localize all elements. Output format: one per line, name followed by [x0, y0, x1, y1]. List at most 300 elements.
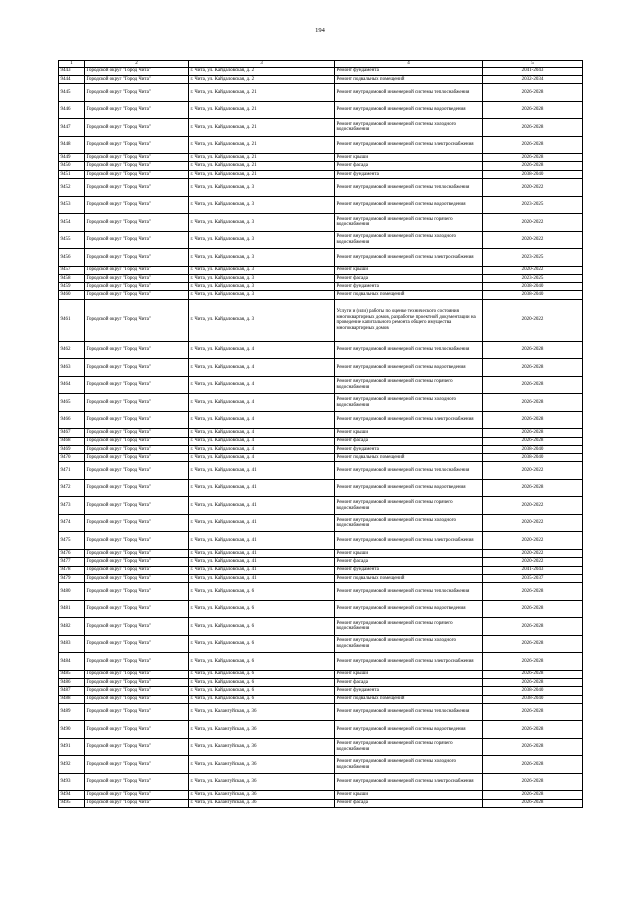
municipality-cell: Городской округ "Город Чита"	[85, 437, 189, 445]
address-cell: г. Чита, ул. Кайдаловская, д. 4	[189, 359, 335, 377]
period-cell: 2041-2043	[483, 566, 583, 574]
period-cell: 2026-2028	[483, 376, 583, 394]
row-number-cell: 9447	[59, 119, 85, 137]
period-cell: 2026-2028	[483, 721, 583, 739]
address-cell: г. Чита, ул. Кайдаловская, д. 6	[189, 583, 335, 601]
municipality-cell: Городской округ "Город Чита"	[85, 738, 189, 756]
row-number-cell: 9473	[59, 497, 85, 515]
municipality-cell: Городской округ "Город Чита"	[85, 162, 189, 170]
row-number-cell: 9489	[59, 703, 85, 721]
period-cell: 2023-2025	[483, 196, 583, 214]
period-cell: 2020-2022	[483, 179, 583, 197]
municipality-cell: Городской округ "Город Чита"	[85, 670, 189, 678]
work-type-cell: Ремонт внутридомовой инженерной системы электроснабжения	[335, 411, 483, 429]
table-row	[59, 179, 583, 197]
work-type-cell: Ремонт внутридомовой инженерной системы электроснабжения	[335, 249, 483, 267]
work-type-cell: Ремонт внутридомовой инженерной системы электроснабжения	[335, 136, 483, 154]
table-row	[59, 497, 583, 515]
period-cell: 2026-2028	[483, 738, 583, 756]
municipality-cell: Городской округ "Город Чита"	[85, 558, 189, 566]
table-row	[59, 359, 583, 377]
row-number-cell: 9494	[59, 791, 85, 799]
municipality-cell: Городской округ "Город Чита"	[85, 635, 189, 653]
work-type-cell: Ремонт внутридомовой инженерной системы электроснабжения	[335, 773, 483, 791]
address-cell: г. Чита, ул. Кайдаловская, д. 6	[189, 687, 335, 695]
work-type-cell: Ремонт фундамента	[335, 67, 483, 75]
table-row	[59, 75, 583, 83]
table-row	[59, 394, 583, 412]
table-row	[59, 101, 583, 119]
row-number-cell: 9466	[59, 411, 85, 429]
row-number-cell: 9490	[59, 721, 85, 739]
address-cell: г. Чита, ул. Калангуйская, д. 36	[189, 791, 335, 799]
municipality-cell: Городской округ "Город Чита"	[85, 618, 189, 636]
table-row	[59, 445, 583, 453]
table-row	[59, 721, 583, 739]
municipality-cell: Городской округ "Город Чита"	[85, 341, 189, 359]
period-cell: 2026-2028	[483, 429, 583, 437]
table-row	[59, 291, 583, 299]
row-number-cell: 9483	[59, 635, 85, 653]
column-header: 5	[483, 61, 583, 68]
address-cell: г. Чита, ул. Кайдаловская, д. 6	[189, 670, 335, 678]
column-header: 3	[189, 61, 335, 68]
period-cell: 2020-2022	[483, 514, 583, 532]
row-number-cell: 9482	[59, 618, 85, 636]
period-cell: 2038-2040	[483, 283, 583, 291]
address-cell: г. Чита, ул. Кайдаловская, д. 41	[189, 497, 335, 515]
municipality-cell: Городской округ "Город Чита"	[85, 196, 189, 214]
municipality-cell: Городской округ "Город Чита"	[85, 566, 189, 574]
period-cell: 2026-2028	[483, 799, 583, 807]
work-type-cell: Ремонт внутридомовой инженерной системы холодного водоснабжения	[335, 756, 483, 774]
row-number-cell: 9462	[59, 341, 85, 359]
row-number-cell: 9449	[59, 154, 85, 162]
row-number-cell: 9457	[59, 266, 85, 274]
work-type-cell: Ремонт внутридомовой инженерной системы водоотведения	[335, 600, 483, 618]
address-cell: г. Чита, ул. Кайдаловская, д. 3	[189, 231, 335, 249]
work-type-cell: Ремонт внутридомовой инженерной системы холодного водоснабжения	[335, 394, 483, 412]
table-row	[59, 274, 583, 282]
period-cell: 2026-2028	[483, 618, 583, 636]
address-cell: г. Чита, ул. Кайдаловская, д. 3	[189, 299, 335, 341]
row-number-cell: 9486	[59, 678, 85, 686]
period-cell: 2038-2040	[483, 695, 583, 703]
work-type-cell: Ремонт внутридомовой инженерной системы теплоснабжения	[335, 583, 483, 601]
row-number-cell: 9464	[59, 376, 85, 394]
table-row	[59, 558, 583, 566]
address-cell: г. Чита, ул. Кайдаловская, д. 4	[189, 411, 335, 429]
table-row	[59, 799, 583, 807]
address-cell: г. Чита, ул. Кайдаловская, д. 21	[189, 119, 335, 137]
table-row	[59, 678, 583, 686]
column-header: 4	[335, 61, 483, 68]
address-cell: г. Чита, ул. Кайдаловская, д. 3	[189, 266, 335, 274]
period-cell: 2026-2028	[483, 154, 583, 162]
row-number-cell: 9460	[59, 291, 85, 299]
address-cell: г. Чита, ул. Кайдаловская, д. 4	[189, 445, 335, 453]
table-row	[59, 84, 583, 102]
row-number-cell: 9475	[59, 532, 85, 550]
period-cell: 2026-2028	[483, 773, 583, 791]
municipality-cell: Городской округ "Город Чита"	[85, 154, 189, 162]
table-row	[59, 214, 583, 232]
work-type-cell: Ремонт внутридомовой инженерной системы горячего водоснабжения	[335, 497, 483, 515]
table-row	[59, 136, 583, 154]
row-number-cell: 9492	[59, 756, 85, 774]
row-number-cell: 9493	[59, 773, 85, 791]
period-cell: 2041-2043	[483, 67, 583, 75]
work-type-cell: Ремонт фундамента	[335, 566, 483, 574]
municipality-cell: Городской округ "Город Чита"	[85, 249, 189, 267]
table-row	[59, 687, 583, 695]
address-cell: г. Чита, ул. Кайдаловская, д. 3	[189, 196, 335, 214]
work-type-cell: Ремонт внутридомовой инженерной системы водоотведения	[335, 101, 483, 119]
row-number-cell: 9465	[59, 394, 85, 412]
work-type-cell: Ремонт фасада	[335, 274, 483, 282]
table-row	[59, 574, 583, 582]
municipality-cell: Городской округ "Город Чита"	[85, 687, 189, 695]
address-cell: г. Чита, ул. Кайдаловская, д. 3	[189, 214, 335, 232]
table-row	[59, 462, 583, 480]
work-type-cell: Ремонт крыши	[335, 670, 483, 678]
work-type-cell: Ремонт внутридомовой инженерной системы электроснабжения	[335, 532, 483, 550]
address-cell: г. Чита, ул. Кайдаловская, д. 6	[189, 618, 335, 636]
address-cell: г. Чита, ул. Кайдаловская, д. 41	[189, 514, 335, 532]
period-cell: 2032-2034	[483, 75, 583, 83]
work-type-cell: Ремонт внутридомовой инженерной системы водоотведения	[335, 359, 483, 377]
work-type-cell: Ремонт внутридомовой инженерной системы электроснабжения	[335, 653, 483, 671]
address-cell: г. Чита, ул. Кайдаловская, д. 3	[189, 179, 335, 197]
address-cell: г. Чита, ул. Кайдаловская, д. 4	[189, 394, 335, 412]
municipality-cell: Городской округ "Город Чита"	[85, 299, 189, 341]
address-cell: г. Чита, ул. Кайдаловская, д. 41	[189, 479, 335, 497]
period-cell: 2026-2028	[483, 756, 583, 774]
header-row	[59, 61, 583, 68]
period-cell: 2026-2028	[483, 583, 583, 601]
row-number-cell: 9491	[59, 738, 85, 756]
row-number-cell: 9485	[59, 670, 85, 678]
municipality-cell: Городской округ "Город Чита"	[85, 179, 189, 197]
work-type-cell: Ремонт внутридомовой инженерной системы водоотведения	[335, 196, 483, 214]
address-cell: г. Чита, ул. Калангуйская, д. 36	[189, 721, 335, 739]
work-type-cell: Ремонт фундамента	[335, 445, 483, 453]
period-cell: 2026-2028	[483, 341, 583, 359]
work-type-cell: Ремонт крыши	[335, 266, 483, 274]
row-number-cell: 9459	[59, 283, 85, 291]
address-cell: г. Чита, ул. Кайдаловская, д. 21	[189, 154, 335, 162]
address-cell: г. Чита, ул. Кайдаловская, д. 3	[189, 283, 335, 291]
row-number-cell: 9446	[59, 101, 85, 119]
municipality-cell: Городской округ "Город Чита"	[85, 67, 189, 75]
work-type-cell: Ремонт крыши	[335, 154, 483, 162]
period-cell: 2035-2037	[483, 574, 583, 582]
period-cell: 2023-2025	[483, 249, 583, 267]
address-cell: г. Чита, ул. Кайдаловская, д. 6	[189, 695, 335, 703]
row-number-cell: 9448	[59, 136, 85, 154]
period-cell: 2026-2028	[483, 703, 583, 721]
column-header: 2	[85, 61, 189, 68]
table-row	[59, 437, 583, 445]
table-row	[59, 231, 583, 249]
row-number-cell: 9487	[59, 687, 85, 695]
address-cell: г. Чита, ул. Кайдаловская, д. 41	[189, 549, 335, 557]
period-cell: 2026-2028	[483, 394, 583, 412]
municipality-cell: Городской округ "Город Чита"	[85, 756, 189, 774]
period-cell: 2020-2022	[483, 462, 583, 480]
table-row	[59, 454, 583, 462]
work-type-cell: Ремонт фасада	[335, 437, 483, 445]
period-cell: 2020-2022	[483, 231, 583, 249]
municipality-cell: Городской округ "Город Чита"	[85, 291, 189, 299]
municipality-cell: Городской округ "Город Чита"	[85, 214, 189, 232]
period-cell: 2020-2022	[483, 266, 583, 274]
work-type-cell: Ремонт подвальных помещений	[335, 574, 483, 582]
work-type-cell: Ремонт подвальных помещений	[335, 454, 483, 462]
row-number-cell: 9456	[59, 249, 85, 267]
period-cell: 2026-2028	[483, 670, 583, 678]
page-number: 194	[315, 27, 325, 34]
row-number-cell: 9469	[59, 445, 85, 453]
table-row	[59, 653, 583, 671]
work-type-cell: Ремонт внутридомовой инженерной системы горячего водоснабжения	[335, 618, 483, 636]
table-row	[59, 773, 583, 791]
address-cell: г. Чита, ул. Кайдаловская, д. 3	[189, 291, 335, 299]
address-cell: г. Чита, ул. Кайдаловская, д. 6	[189, 653, 335, 671]
table-body	[59, 61, 583, 808]
table-row	[59, 196, 583, 214]
table-row	[59, 566, 583, 574]
period-cell: 2026-2028	[483, 162, 583, 170]
row-number-cell: 9472	[59, 479, 85, 497]
row-number-cell: 9452	[59, 179, 85, 197]
municipality-cell: Городской округ "Город Чита"	[85, 773, 189, 791]
period-cell: 2020-2022	[483, 532, 583, 550]
address-cell: г. Чита, ул. Кайдаловская, д. 21	[189, 101, 335, 119]
period-cell: 2026-2028	[483, 600, 583, 618]
work-type-cell: Ремонт внутридомовой инженерной системы водоотведения	[335, 721, 483, 739]
table-row	[59, 299, 583, 341]
work-type-cell: Ремонт фасада	[335, 799, 483, 807]
row-number-cell: 9445	[59, 84, 85, 102]
table-row	[59, 154, 583, 162]
address-cell: г. Чита, ул. Кайдаловская, д. 4	[189, 437, 335, 445]
row-number-cell: 9450	[59, 162, 85, 170]
row-number-cell: 9451	[59, 170, 85, 178]
municipality-cell: Городской округ "Город Чита"	[85, 84, 189, 102]
table-row	[59, 600, 583, 618]
row-number-cell: 9463	[59, 359, 85, 377]
period-cell: 2026-2028	[483, 359, 583, 377]
row-number-cell: 9474	[59, 514, 85, 532]
address-cell: г. Чита, ул. Кайдаловская, д. 4	[189, 429, 335, 437]
address-cell: г. Чита, ул. Кайдаловская, д. 4	[189, 341, 335, 359]
period-cell: 2026-2028	[483, 84, 583, 102]
work-type-cell: Ремонт фасада	[335, 162, 483, 170]
work-type-cell: Ремонт внутридомовой инженерной системы холодного водоснабжения	[335, 635, 483, 653]
work-type-cell: Ремонт крыши	[335, 791, 483, 799]
work-type-cell: Ремонт крыши	[335, 549, 483, 557]
table-row	[59, 549, 583, 557]
work-type-cell: Ремонт фундамента	[335, 687, 483, 695]
row-number-cell: 9488	[59, 695, 85, 703]
table-row	[59, 67, 583, 75]
municipality-cell: Городской округ "Город Чита"	[85, 394, 189, 412]
table-row	[59, 635, 583, 653]
table-row	[59, 479, 583, 497]
address-cell: г. Чита, ул. Кайдаловская, д. 21	[189, 84, 335, 102]
period-cell: 2026-2028	[483, 791, 583, 799]
table-row	[59, 695, 583, 703]
period-cell: 2020-2022	[483, 214, 583, 232]
period-cell: 2026-2028	[483, 437, 583, 445]
row-number-cell: 9444	[59, 75, 85, 83]
table-row	[59, 429, 583, 437]
address-cell: г. Чита, ул. Кайдаловская, д. 4	[189, 454, 335, 462]
table-row	[59, 283, 583, 291]
period-cell: 2026-2028	[483, 653, 583, 671]
period-cell: 2038-2040	[483, 454, 583, 462]
table-row	[59, 791, 583, 799]
address-cell: г. Чита, ул. Кайдаловская, д. 4	[189, 376, 335, 394]
period-cell: 2020-2022	[483, 549, 583, 557]
work-type-cell: Ремонт внутридомовой инженерной системы горячего водоснабжения	[335, 738, 483, 756]
address-cell: г. Чита, ул. Кайдаловская, д. 41	[189, 558, 335, 566]
work-type-cell: Ремонт фасада	[335, 558, 483, 566]
table-row	[59, 583, 583, 601]
municipality-cell: Городской округ "Город Чита"	[85, 479, 189, 497]
row-number-cell: 9479	[59, 574, 85, 582]
municipality-cell: Городской округ "Город Чита"	[85, 429, 189, 437]
row-number-cell: 9477	[59, 558, 85, 566]
work-type-cell: Ремонт крыши	[335, 429, 483, 437]
municipality-cell: Городской округ "Город Чита"	[85, 376, 189, 394]
period-cell: 2026-2028	[483, 136, 583, 154]
period-cell: 2020-2022	[483, 558, 583, 566]
municipality-cell: Городской округ "Город Чита"	[85, 75, 189, 83]
row-number-cell: 9467	[59, 429, 85, 437]
work-type-cell: Ремонт внутридомовой инженерной системы теплоснабжения	[335, 179, 483, 197]
table-row	[59, 738, 583, 756]
table-row	[59, 532, 583, 550]
row-number-cell: 9471	[59, 462, 85, 480]
period-cell: 2026-2028	[483, 119, 583, 137]
table-row	[59, 341, 583, 359]
municipality-cell: Городской округ "Город Чита"	[85, 497, 189, 515]
municipality-cell: Городской округ "Город Чита"	[85, 454, 189, 462]
period-cell: 2038-2040	[483, 170, 583, 178]
table-row	[59, 670, 583, 678]
address-cell: г. Чита, ул. Кайдаловская, д. 21	[189, 136, 335, 154]
row-number-cell: 9458	[59, 274, 85, 282]
address-cell: г. Чита, ул. Кайдаловская, д. 41	[189, 462, 335, 480]
work-type-cell: Ремонт внутридомовой инженерной системы холодного водоснабжения	[335, 514, 483, 532]
row-number-cell: 9484	[59, 653, 85, 671]
period-cell: 2038-2040	[483, 291, 583, 299]
address-cell: г. Чита, ул. Калангуйская, д. 36	[189, 799, 335, 807]
municipality-cell: Городской округ "Город Чита"	[85, 549, 189, 557]
table-row	[59, 170, 583, 178]
address-cell: г. Чита, ул. Кайдаловская, д. 3	[189, 274, 335, 282]
period-cell: 2023-2025	[483, 274, 583, 282]
address-cell: г. Чита, ул. Кайдаловская, д. 41	[189, 566, 335, 574]
municipality-cell: Городской округ "Город Чита"	[85, 266, 189, 274]
address-cell: г. Чита, ул. Калангуйская, д. 36	[189, 773, 335, 791]
period-cell: 2020-2022	[483, 299, 583, 341]
row-number-cell: 9481	[59, 600, 85, 618]
address-cell: г. Чита, ул. Кайдаловская, д. 6	[189, 678, 335, 686]
address-cell: г. Чита, ул. Кайдаловская, д. 2	[189, 75, 335, 83]
table-row	[59, 162, 583, 170]
row-number-cell: 9454	[59, 214, 85, 232]
work-type-cell: Ремонт внутридомовой инженерной системы теплоснабжения	[335, 341, 483, 359]
work-type-cell: Ремонт внутридомовой инженерной системы водоотведения	[335, 479, 483, 497]
work-type-cell: Ремонт внутридомовой инженерной системы холодного водоснабжения	[335, 119, 483, 137]
work-type-cell: Ремонт внутридомовой инженерной системы теплоснабжения	[335, 84, 483, 102]
address-cell: г. Чита, ул. Кайдаловская, д. 2	[189, 67, 335, 75]
table-row	[59, 618, 583, 636]
period-cell: 2026-2028	[483, 411, 583, 429]
address-cell: г. Чита, ул. Кайдаловская, д. 21	[189, 170, 335, 178]
row-number-cell: 9470	[59, 454, 85, 462]
work-type-cell: Ремонт внутридомовой инженерной системы теплоснабжения	[335, 462, 483, 480]
row-number-cell: 9480	[59, 583, 85, 601]
row-number-cell: 9455	[59, 231, 85, 249]
work-type-cell: Услуги и (или) работы по оценке технического состояния многоквартирных домов, разработке проектной документации на проведение капитального ремонта общего имущества многоквартирных домов	[335, 299, 483, 341]
work-type-cell: Ремонт подвальных помещений	[335, 291, 483, 299]
column-header: 1	[59, 61, 85, 68]
municipality-cell: Городской округ "Город Чита"	[85, 721, 189, 739]
table-row	[59, 756, 583, 774]
address-cell: г. Чита, ул. Кайдаловская, д. 41	[189, 532, 335, 550]
address-cell: г. Чита, ул. Кайдаловская, д. 6	[189, 600, 335, 618]
work-type-cell: Ремонт внутридомовой инженерной системы холодного водоснабжения	[335, 231, 483, 249]
period-cell: 2026-2028	[483, 635, 583, 653]
row-number-cell: 9468	[59, 437, 85, 445]
municipality-cell: Городской округ "Город Чита"	[85, 119, 189, 137]
municipality-cell: Городской округ "Город Чита"	[85, 359, 189, 377]
municipality-cell: Городской округ "Город Чита"	[85, 101, 189, 119]
address-cell: г. Чита, ул. Кайдаловская, д. 41	[189, 574, 335, 582]
work-type-cell: Ремонт внутридомовой инженерной системы горячего водоснабжения	[335, 214, 483, 232]
capital-repair-table	[58, 60, 583, 808]
municipality-cell: Городской округ "Город Чита"	[85, 136, 189, 154]
period-cell: 2038-2040	[483, 445, 583, 453]
address-cell: г. Чита, ул. Кайдаловская, д. 3	[189, 249, 335, 267]
table-row	[59, 249, 583, 267]
work-type-cell: Ремонт внутридомовой инженерной системы горячего водоснабжения	[335, 376, 483, 394]
row-number-cell: 9443	[59, 67, 85, 75]
table-row	[59, 119, 583, 137]
work-type-cell: Ремонт фундамента	[335, 170, 483, 178]
address-cell: г. Чита, ул. Калангуйская, д. 36	[189, 703, 335, 721]
municipality-cell: Городской округ "Город Чита"	[85, 283, 189, 291]
municipality-cell: Городской округ "Город Чита"	[85, 574, 189, 582]
address-cell: г. Чита, ул. Кайдаловская, д. 21	[189, 162, 335, 170]
period-cell: 2038-2040	[483, 687, 583, 695]
table-row	[59, 411, 583, 429]
row-number-cell: 9461	[59, 299, 85, 341]
municipality-cell: Городской округ "Город Чита"	[85, 653, 189, 671]
work-type-cell: Ремонт внутридомовой инженерной системы теплоснабжения	[335, 703, 483, 721]
row-number-cell: 9453	[59, 196, 85, 214]
period-cell: 2026-2028	[483, 678, 583, 686]
work-type-cell: Ремонт фасада	[335, 678, 483, 686]
address-cell: г. Чита, ул. Калангуйская, д. 36	[189, 756, 335, 774]
municipality-cell: Городской округ "Город Чита"	[85, 532, 189, 550]
municipality-cell: Городской округ "Город Чита"	[85, 695, 189, 703]
address-cell: г. Чита, ул. Калангуйская, д. 36	[189, 738, 335, 756]
